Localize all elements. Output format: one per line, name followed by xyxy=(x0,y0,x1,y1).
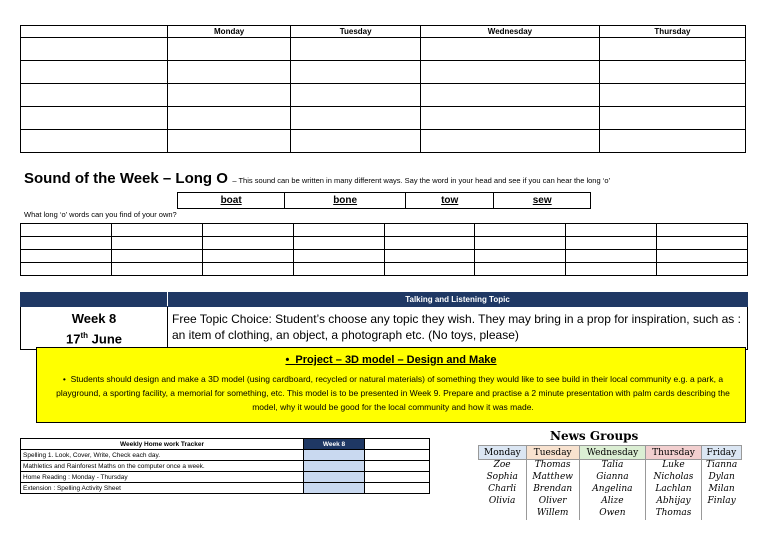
cell[interactable] xyxy=(168,107,291,130)
cell[interactable] xyxy=(599,130,745,153)
table-row xyxy=(21,450,430,461)
cell[interactable] xyxy=(293,250,384,263)
find-words-table xyxy=(20,223,748,276)
cell[interactable] xyxy=(475,237,566,250)
cell[interactable] xyxy=(475,250,566,263)
homework-check-cell[interactable] xyxy=(304,483,365,494)
news-row xyxy=(479,508,742,520)
cell[interactable] xyxy=(202,237,293,250)
project-box xyxy=(36,347,746,423)
week-label: Week 8 xyxy=(71,311,117,326)
project-description: • Students should design and make a 3D model (using cardboard, recycled or natural materials) of something they would like to see build in their local community e.g. a park, a playground, a sporting facility, a memorial for something, etc. This model is to be presented in Week 9. Prepare and practise a 2 minute presentation with palm cards describing the model, why it would be good for the local community and how it was made. xyxy=(56,374,730,412)
cell[interactable] xyxy=(168,61,291,84)
cell[interactable] xyxy=(599,107,745,130)
cell[interactable] xyxy=(111,263,202,276)
date-day: 17 xyxy=(66,331,81,347)
cell[interactable] xyxy=(566,263,657,276)
cell[interactable] xyxy=(657,224,748,237)
cell[interactable] xyxy=(291,107,421,130)
cell[interactable] xyxy=(168,130,291,153)
news-row xyxy=(479,496,742,508)
homework-tracker xyxy=(20,438,430,494)
cell[interactable] xyxy=(21,38,168,61)
homework-check-cell[interactable] xyxy=(365,450,430,461)
news-name: Angelina xyxy=(579,484,646,496)
cell[interactable] xyxy=(111,237,202,250)
homework-check-cell[interactable] xyxy=(365,472,430,483)
news-name: Luke xyxy=(646,460,701,473)
news-row xyxy=(479,484,742,496)
cell[interactable] xyxy=(293,263,384,276)
project-description-text: Students should design and make a 3D model (using cardboard, recycled or natural materials) of something they would like to see build in their local community e.g. a park, a playground, a sporting facility, a memorial for something, etc. This model is to be presented in Week 9. Prepare and practise a 2 minute presentation with palm cards describing the model, why it would be good for the local community and how it was made. xyxy=(56,374,730,412)
table-row xyxy=(21,61,746,84)
news-name: Matthew xyxy=(526,472,579,484)
news-day-monday: Monday xyxy=(479,446,527,460)
cell[interactable] xyxy=(384,263,475,276)
news-name: Charli xyxy=(488,484,517,494)
sound-title: Sound of the Week – Long O xyxy=(24,170,228,187)
cell[interactable] xyxy=(21,130,168,153)
cell[interactable] xyxy=(291,38,421,61)
homework-check-cell[interactable] xyxy=(304,472,365,483)
table-row xyxy=(21,84,746,107)
news-name: Alize xyxy=(579,496,646,508)
cell[interactable] xyxy=(293,237,384,250)
news-name: Sophia xyxy=(486,472,518,482)
date-suffix: th xyxy=(80,331,89,340)
cell[interactable] xyxy=(566,237,657,250)
news-name: Gianna xyxy=(579,472,646,484)
news-name: Zoe xyxy=(493,460,511,470)
cell[interactable] xyxy=(111,250,202,263)
cell[interactable] xyxy=(21,263,112,276)
news-name: Lachlan xyxy=(646,484,701,496)
news-day-wednesday: Wednesday xyxy=(579,446,646,460)
cell[interactable] xyxy=(202,224,293,237)
news-name: Owen xyxy=(579,508,646,520)
news-name: Nicholas xyxy=(646,472,701,484)
cell[interactable] xyxy=(21,107,168,130)
homework-row-label: Extension : Spelling Activity Sheet xyxy=(21,483,304,494)
table-row xyxy=(21,250,748,263)
news-name: Finlay xyxy=(701,496,741,508)
news-day-thursday: Thursday xyxy=(646,446,701,460)
topic-description: Free Topic Choice: Student’s choose any topic they wish. They may bring in a prop for inspiration, such as : an item of clothing, an object, a photograph etc. (No toys, please) xyxy=(168,307,748,350)
table-row xyxy=(21,38,746,61)
cell[interactable] xyxy=(421,38,600,61)
table-row xyxy=(21,472,430,483)
word-bone: bone xyxy=(285,193,406,209)
cell[interactable] xyxy=(384,237,475,250)
talking-listening-table xyxy=(20,292,748,350)
project-title-text: Project – 3D model – Design and Make xyxy=(295,354,497,366)
header-wednesday: Wednesday xyxy=(421,26,600,38)
table-row xyxy=(21,263,748,276)
weekly-table-corner xyxy=(21,26,168,38)
news-name: Oliver xyxy=(526,496,579,508)
cell[interactable] xyxy=(202,263,293,276)
homework-check-cell[interactable] xyxy=(304,450,365,461)
news-name: Dylan xyxy=(701,472,741,484)
date-month: June xyxy=(88,331,122,347)
cell[interactable] xyxy=(421,84,600,107)
table-row xyxy=(21,461,430,472)
cell[interactable] xyxy=(384,224,475,237)
find-words-label: What long ‘o’ words can you find of your own? xyxy=(24,210,177,219)
news-name: Talia xyxy=(579,460,646,473)
homework-blank-header xyxy=(365,439,430,450)
news-name: Thomas xyxy=(646,508,701,520)
homework-title: Weekly Home work Tracker xyxy=(21,439,304,450)
news-groups-table xyxy=(478,445,742,520)
sound-subtitle: – This sound can be written in many different ways. Say the word in your head and see if you can hear the long ‘o’ xyxy=(232,176,611,185)
cell[interactable] xyxy=(291,130,421,153)
homework-check-cell[interactable] xyxy=(365,461,430,472)
table-row xyxy=(21,237,748,250)
cell[interactable] xyxy=(421,107,600,130)
week-cell xyxy=(21,307,168,350)
header-tuesday: Tuesday xyxy=(291,26,421,38)
cell[interactable] xyxy=(421,130,600,153)
news-name: Thomas xyxy=(526,460,579,473)
cell[interactable] xyxy=(168,38,291,61)
cell[interactable] xyxy=(599,38,745,61)
week-date xyxy=(21,327,167,347)
table-row xyxy=(21,483,430,494)
homework-check-cell[interactable] xyxy=(304,461,365,472)
word-sew: sew xyxy=(494,193,591,209)
cell[interactable] xyxy=(657,263,748,276)
talk-header: Talking and Listening Topic xyxy=(168,293,748,307)
cell[interactable] xyxy=(21,84,168,107)
table-row xyxy=(21,224,748,237)
table-row xyxy=(21,130,746,153)
cell[interactable] xyxy=(291,61,421,84)
cell[interactable] xyxy=(202,250,293,263)
homework-check-cell[interactable] xyxy=(365,483,430,494)
cell[interactable] xyxy=(566,224,657,237)
homework-row-label: Spelling 1. Look, Cover, Write, Check each day. xyxy=(21,450,304,461)
cell[interactable] xyxy=(293,224,384,237)
cell[interactable] xyxy=(384,250,475,263)
news-row xyxy=(479,460,742,473)
homework-week-label: Week 8 xyxy=(304,439,365,450)
news-row xyxy=(479,472,742,484)
news-name xyxy=(479,508,527,520)
cell[interactable] xyxy=(21,224,112,237)
cell[interactable] xyxy=(566,250,657,263)
news-name: Willem xyxy=(526,508,579,520)
word-tow: tow xyxy=(406,193,494,209)
homework-row-label: Mathletics and Rainforest Maths on the computer once a week. xyxy=(21,461,304,472)
cell[interactable] xyxy=(421,61,600,84)
sound-words-table xyxy=(177,192,591,209)
cell[interactable] xyxy=(657,250,748,263)
news-name: Olivia xyxy=(488,496,516,506)
news-name: Milan xyxy=(701,484,741,496)
homework-row-label: Home Reading : Monday - Thursday xyxy=(21,472,304,483)
weekly-table xyxy=(20,25,746,153)
news-name xyxy=(701,508,741,520)
cell[interactable] xyxy=(21,250,112,263)
cell[interactable] xyxy=(21,61,168,84)
project-title: • Project – 3D model – Design and Make xyxy=(285,354,497,366)
news-name: Brendan xyxy=(526,484,579,496)
weekly-table-header xyxy=(21,26,746,38)
header-monday: Monday xyxy=(168,26,291,38)
cell[interactable] xyxy=(657,237,748,250)
cell[interactable] xyxy=(168,84,291,107)
cell[interactable] xyxy=(599,61,745,84)
news-name: Abhijay xyxy=(646,496,701,508)
cell[interactable] xyxy=(599,84,745,107)
cell[interactable] xyxy=(475,224,566,237)
cell[interactable] xyxy=(21,237,112,250)
table-row xyxy=(21,107,746,130)
word-boat: boat xyxy=(178,193,285,209)
talk-header-blank xyxy=(21,293,168,307)
header-thursday: Thursday xyxy=(599,26,745,38)
cell[interactable] xyxy=(291,84,421,107)
news-name: Tianna xyxy=(701,460,741,473)
news-day-friday: Friday xyxy=(701,446,741,460)
sound-of-week-heading xyxy=(24,170,610,188)
news-day-tuesday: Tuesday xyxy=(526,446,579,460)
cell[interactable] xyxy=(475,263,566,276)
news-groups-title: News Groups xyxy=(550,429,639,443)
cell[interactable] xyxy=(111,224,202,237)
